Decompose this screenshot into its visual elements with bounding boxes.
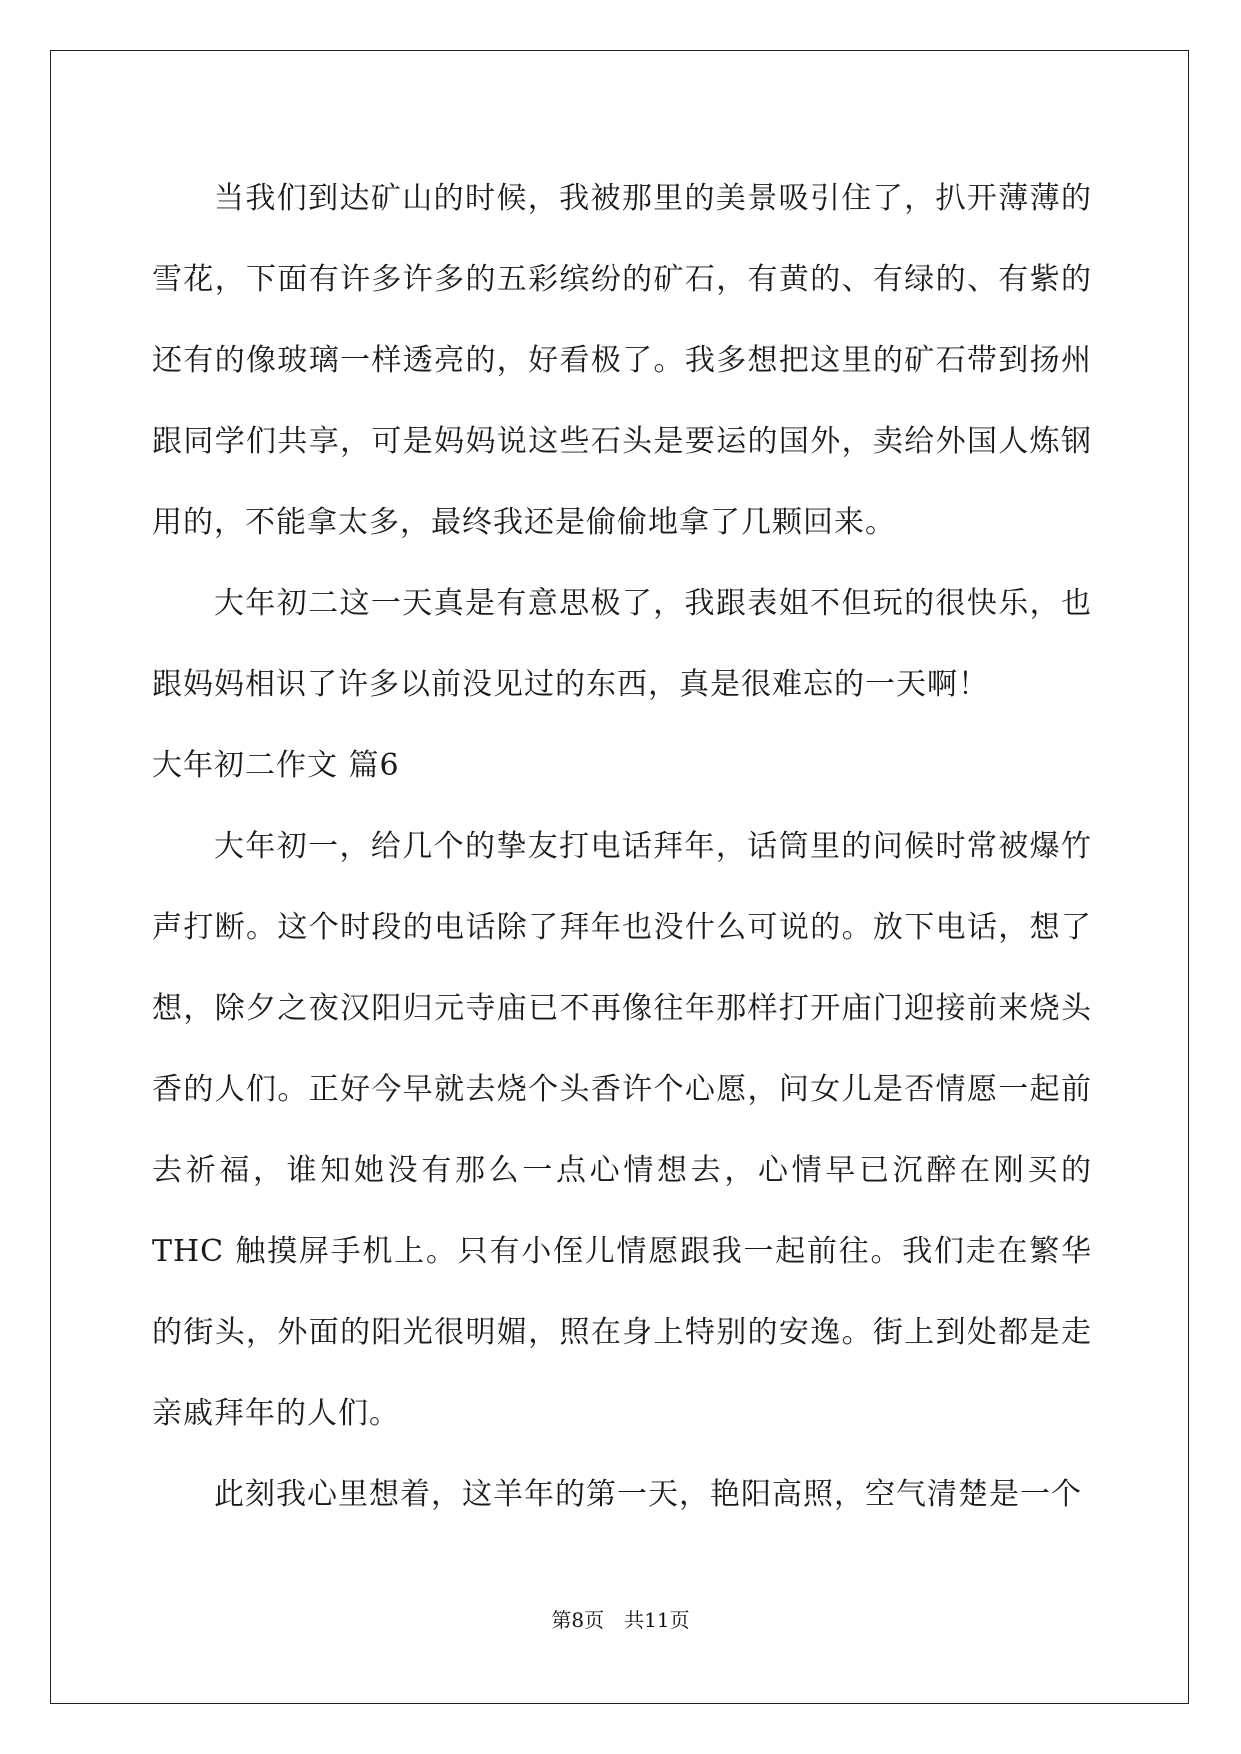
paragraph: 大年初一，给几个的挚友打电话拜年，话筒里的问候时常被爆竹声打断。这个时段的电话除了拜年也没什么可说的。放下电话，想了想，除夕之夜汉阳归元寺庙已不再像往年那样打开庙门迎接前来烧头香的人们。正好今早就去烧个头香许个心愿，问女儿是否情愿一起前去祈福，谁知她没有那么一点心情想去，心情早已沉醉在刚买的 THC 触摸屏手机上。只有小侄儿情愿跟我一起前往。我们走在繁华的街头，外面的阳光很明媚，照在身上特别的安逸。街上到处都是走亲戚拜年的人们。 (152, 829, 1092, 1431)
page-footer: 第8页 共11页 (551, 1608, 690, 1632)
paragraph: 当我们到达矿山的时候，我被那里的美景吸引住了，扒开薄薄的雪花，下面有许多许多的五彩缤纷的矿石，有黄的、有绿的、有紫的还有的像玻璃一样透亮的，好看极了。我多想把这里的矿石带到扬州跟同学们共享，可是妈妈说这些石头是要运的国外，卖给外国人炼钢用的，不能拿太多，最终我还是偷偷地拿了几颗回来。 (152, 181, 1092, 540)
paragraph: 大年初二这一天真是有意思极了，我跟表姐不但玩的很快乐，也跟妈妈相识了许多以前没见过的东西，真是很难忘的一天啊！ (152, 586, 1092, 702)
paragraph: 此刻我心里想着，这羊年的第一天，艳阳高照，空气清楚是一个 (214, 1477, 1082, 1512)
section-heading: 大年初二作文 篇6 (152, 748, 400, 783)
document-body (152, 158, 1092, 1535)
